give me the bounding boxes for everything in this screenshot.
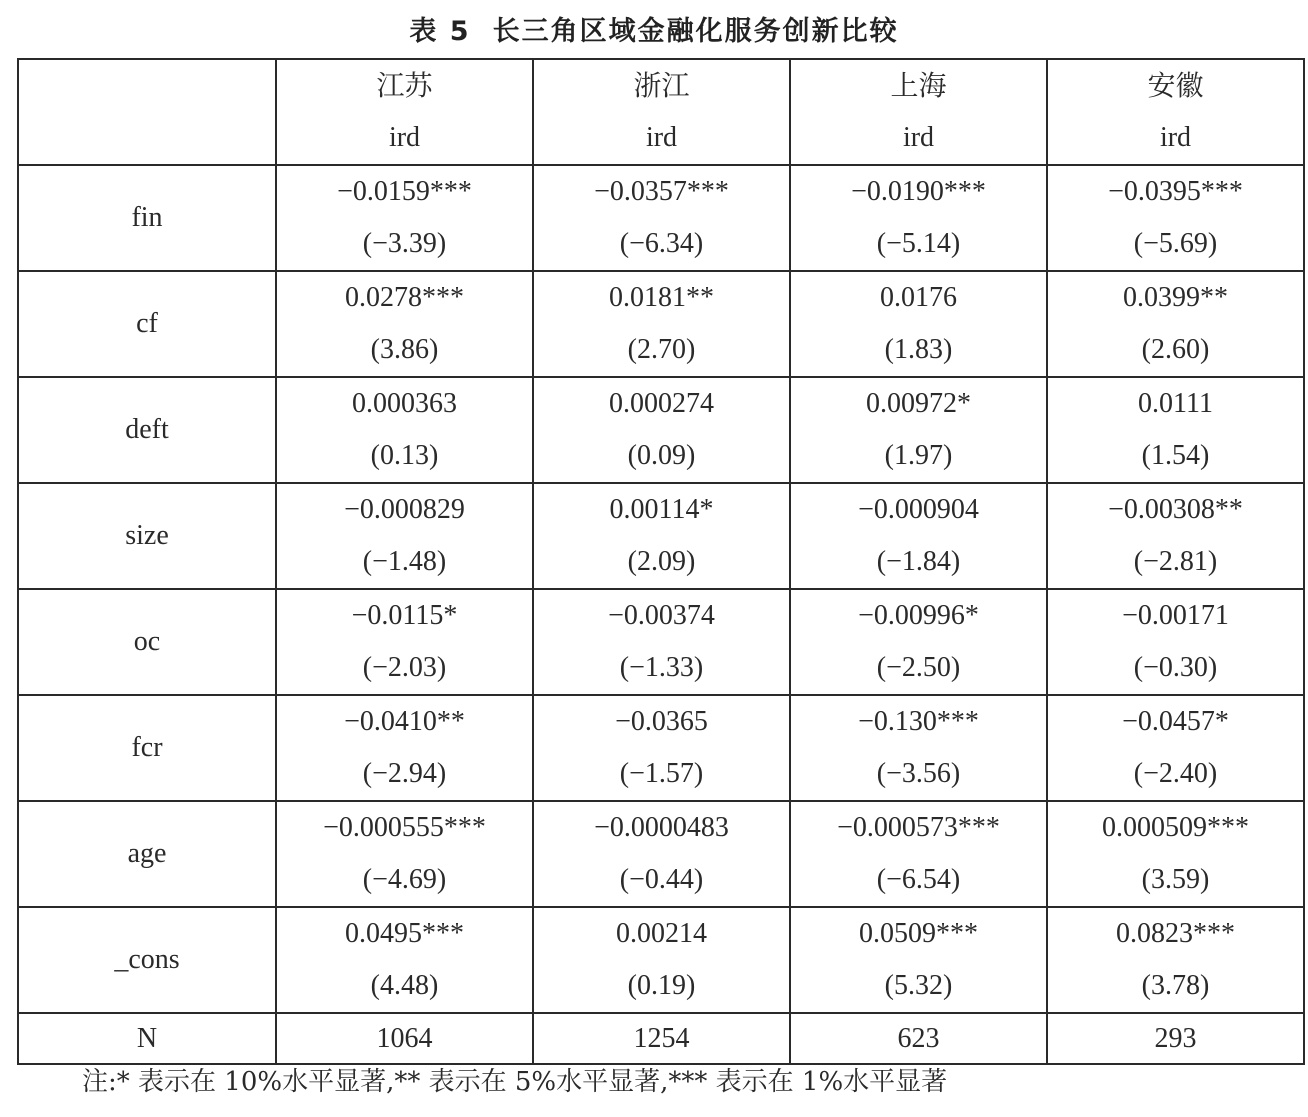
value-cell bbox=[276, 165, 533, 271]
t-statistic: (0.19) bbox=[627, 970, 696, 1001]
t-statistic: (−1.84) bbox=[876, 546, 961, 577]
coefficient: 0.0278*** bbox=[345, 282, 464, 313]
header-cell bbox=[790, 59, 1047, 165]
header-cell bbox=[533, 59, 790, 165]
observations-cell: 293 bbox=[1047, 1013, 1304, 1064]
t-statistic: (5.32) bbox=[884, 970, 953, 1001]
coefficient: 0.0823*** bbox=[1116, 918, 1235, 949]
coefficient: 0.0495*** bbox=[345, 918, 464, 949]
header-row bbox=[18, 59, 1304, 165]
t-statistic: (−1.57) bbox=[619, 758, 704, 789]
value-cell bbox=[790, 483, 1047, 589]
coefficient: −0.0190*** bbox=[851, 176, 986, 207]
coefficient: −0.0000483 bbox=[594, 812, 729, 843]
value-cell bbox=[790, 165, 1047, 271]
table-title bbox=[0, 10, 1308, 54]
observations-cell: 1254 bbox=[533, 1013, 790, 1064]
table-row bbox=[18, 165, 1304, 271]
value-cell bbox=[1047, 589, 1304, 695]
coefficient: 0.0176 bbox=[880, 282, 957, 313]
variable-name-cell: size bbox=[18, 483, 276, 589]
value-cell bbox=[533, 271, 790, 377]
header-corner-cell bbox=[18, 59, 276, 165]
value-cell bbox=[1047, 271, 1304, 377]
t-statistic: (−2.81) bbox=[1133, 546, 1218, 577]
coefficient: −0.0365 bbox=[615, 706, 708, 737]
value-cell bbox=[276, 483, 533, 589]
table-note: 注:* 表示在 10%水平显著,** 表示在 5%水平显著,*** 表示在 1%水平显著 bbox=[82, 1067, 948, 1097]
t-statistic: (−2.03) bbox=[362, 652, 447, 683]
coefficient: −0.0357*** bbox=[594, 176, 729, 207]
t-statistic: (1.97) bbox=[884, 440, 953, 471]
table-row bbox=[18, 907, 1304, 1013]
regression-table bbox=[17, 58, 1305, 1065]
value-cell bbox=[790, 271, 1047, 377]
value-cell bbox=[790, 801, 1047, 907]
coefficient: 0.000509*** bbox=[1102, 812, 1249, 843]
observations-cell: 1064 bbox=[276, 1013, 533, 1064]
variable-name-cell: fin bbox=[18, 165, 276, 271]
coefficient: 0.00114* bbox=[609, 494, 714, 525]
coefficient: −0.000573*** bbox=[837, 812, 1000, 843]
coefficient: 0.000363 bbox=[352, 388, 457, 419]
value-cell bbox=[1047, 165, 1304, 271]
value-cell bbox=[1047, 483, 1304, 589]
coefficient: −0.0115* bbox=[351, 600, 458, 631]
t-statistic: (−1.33) bbox=[619, 652, 704, 683]
t-statistic: (−2.94) bbox=[362, 758, 447, 789]
t-statistic: (−2.40) bbox=[1133, 758, 1218, 789]
t-statistic: (−0.30) bbox=[1133, 652, 1218, 683]
variable-name-cell: N bbox=[18, 1013, 276, 1064]
observations-cell: 623 bbox=[790, 1013, 1047, 1064]
t-statistic: (−3.56) bbox=[876, 758, 961, 789]
t-statistic: (0.13) bbox=[370, 440, 439, 471]
t-statistic: (−3.39) bbox=[362, 228, 447, 259]
observations-row bbox=[18, 1013, 1304, 1064]
coefficient: 0.00214 bbox=[616, 918, 707, 949]
t-statistic: (0.09) bbox=[627, 440, 696, 471]
t-statistic: (−6.54) bbox=[876, 864, 961, 895]
value-cell bbox=[790, 589, 1047, 695]
region-label: 安徽 bbox=[1147, 69, 1204, 102]
coefficient: −0.00374 bbox=[608, 600, 715, 631]
coefficient: 0.0111 bbox=[1138, 388, 1213, 419]
value-cell bbox=[276, 377, 533, 483]
coefficient: 0.0181** bbox=[609, 282, 714, 313]
value-cell bbox=[533, 695, 790, 801]
variable-name-cell: cf bbox=[18, 271, 276, 377]
region-label: 浙江 bbox=[633, 69, 690, 102]
t-statistic: (−4.69) bbox=[362, 864, 447, 895]
t-statistic: (2.70) bbox=[627, 334, 696, 365]
t-statistic: (−6.34) bbox=[619, 228, 704, 259]
dep-var-label: ird bbox=[902, 122, 935, 153]
coefficient: −0.0457* bbox=[1122, 706, 1229, 737]
table-caption: 长三角区域金融化服务创新比较 bbox=[492, 16, 899, 47]
t-statistic: (1.54) bbox=[1141, 440, 1210, 471]
t-statistic: (3.86) bbox=[370, 334, 439, 365]
variable-name-cell: fcr bbox=[18, 695, 276, 801]
table-row bbox=[18, 483, 1304, 589]
coefficient: −0.000829 bbox=[344, 494, 465, 525]
coefficient: −0.000904 bbox=[858, 494, 979, 525]
t-statistic: (−1.48) bbox=[362, 546, 447, 577]
coefficient: −0.000555*** bbox=[323, 812, 486, 843]
dep-var-label: ird bbox=[645, 122, 678, 153]
t-statistic: (4.48) bbox=[370, 970, 439, 1001]
table-row bbox=[18, 377, 1304, 483]
t-statistic: (3.78) bbox=[1141, 970, 1210, 1001]
dep-var-label: ird bbox=[1159, 122, 1192, 153]
region-label: 江苏 bbox=[376, 69, 433, 102]
coefficient: 0.000274 bbox=[609, 388, 714, 419]
value-cell bbox=[1047, 695, 1304, 801]
table-number: 表 5 bbox=[409, 16, 471, 47]
coefficient: −0.00171 bbox=[1122, 600, 1229, 631]
t-statistic: (−0.44) bbox=[619, 864, 704, 895]
value-cell bbox=[533, 589, 790, 695]
value-cell bbox=[790, 907, 1047, 1013]
region-label: 上海 bbox=[890, 69, 947, 102]
coefficient: −0.0410** bbox=[344, 706, 465, 737]
t-statistic: (3.59) bbox=[1141, 864, 1210, 895]
header-cell bbox=[1047, 59, 1304, 165]
coefficient: −0.0159*** bbox=[337, 176, 472, 207]
value-cell bbox=[533, 483, 790, 589]
value-cell bbox=[533, 801, 790, 907]
value-cell bbox=[276, 801, 533, 907]
dep-var-label: ird bbox=[388, 122, 421, 153]
value-cell bbox=[533, 377, 790, 483]
value-cell bbox=[790, 695, 1047, 801]
t-statistic: (2.60) bbox=[1141, 334, 1210, 365]
coefficient: −0.00996* bbox=[858, 600, 979, 631]
value-cell bbox=[533, 907, 790, 1013]
value-cell bbox=[1047, 801, 1304, 907]
value-cell bbox=[1047, 377, 1304, 483]
coefficient: −0.130*** bbox=[858, 706, 979, 737]
t-statistic: (2.09) bbox=[627, 546, 696, 577]
t-statistic: (1.83) bbox=[884, 334, 953, 365]
variable-name-cell: deft bbox=[18, 377, 276, 483]
value-cell bbox=[276, 695, 533, 801]
coefficient: −0.00308** bbox=[1108, 494, 1243, 525]
table-row bbox=[18, 589, 1304, 695]
coefficient: −0.0395*** bbox=[1108, 176, 1243, 207]
value-cell bbox=[276, 907, 533, 1013]
value-cell bbox=[276, 589, 533, 695]
coefficient: 0.0399** bbox=[1123, 282, 1228, 313]
t-statistic: (−2.50) bbox=[876, 652, 961, 683]
coefficient: 0.00972* bbox=[866, 388, 971, 419]
t-statistic: (−5.14) bbox=[876, 228, 961, 259]
value-cell bbox=[533, 165, 790, 271]
value-cell bbox=[1047, 907, 1304, 1013]
t-statistic: (−5.69) bbox=[1133, 228, 1218, 259]
value-cell bbox=[276, 271, 533, 377]
table-row bbox=[18, 801, 1304, 907]
value-cell bbox=[790, 377, 1047, 483]
variable-name-cell: age bbox=[18, 801, 276, 907]
table-row bbox=[18, 695, 1304, 801]
variable-name-cell: _cons bbox=[18, 907, 276, 1013]
table-row bbox=[18, 271, 1304, 377]
coefficient: 0.0509*** bbox=[859, 918, 978, 949]
variable-name-cell: oc bbox=[18, 589, 276, 695]
header-cell bbox=[276, 59, 533, 165]
